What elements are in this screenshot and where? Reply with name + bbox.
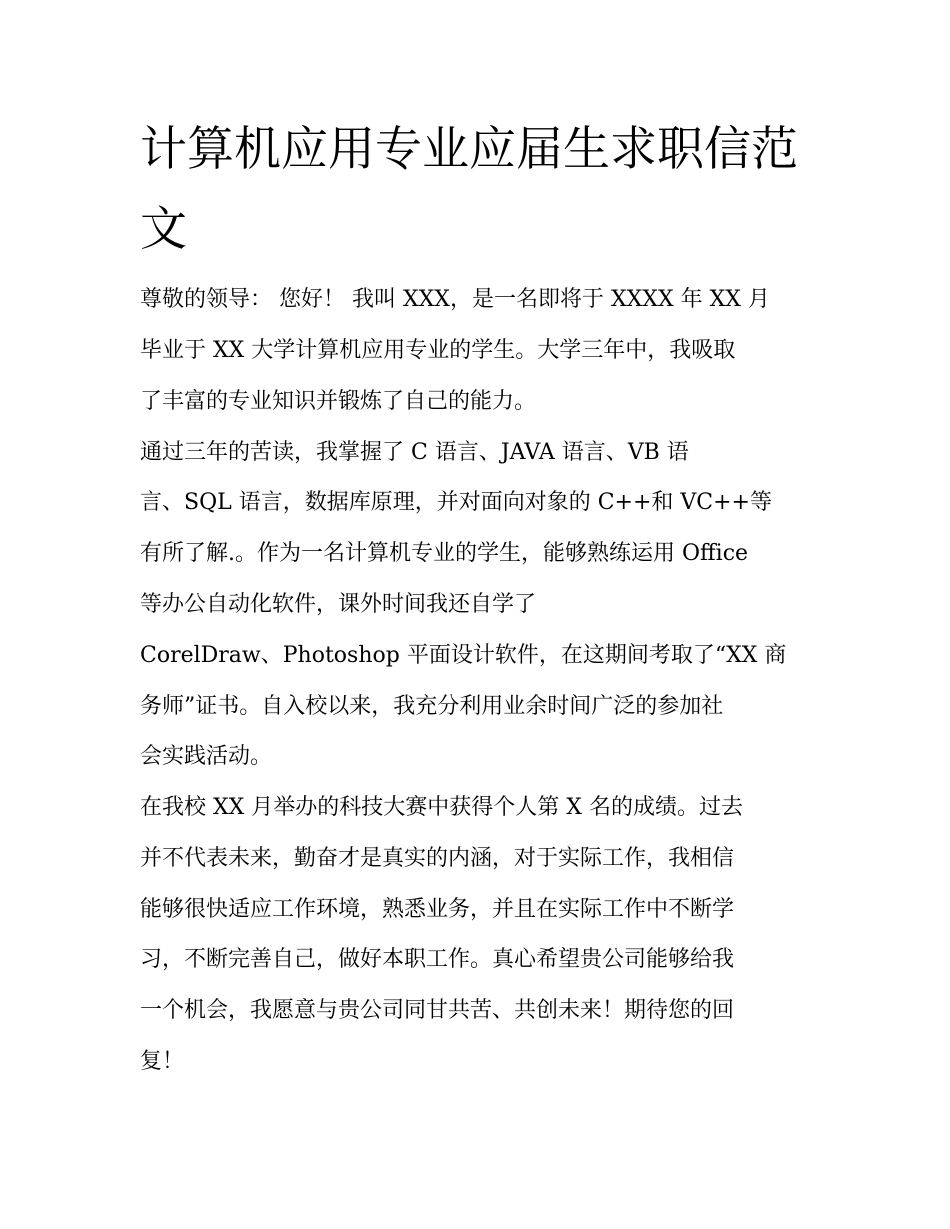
body-line: 通过三年的苦读，我掌握了 C 语言、JAVA 语言、VB 语 bbox=[140, 440, 689, 465]
body-line: 了丰富的专业知识并锻炼了自己的能力。 bbox=[140, 389, 537, 414]
body-line: 并不代表未来，勤奋才是真实的内涵，对于实际工作，我相信 bbox=[140, 846, 735, 871]
document-title: 计算机应用专业应届生求职信范文 bbox=[140, 122, 798, 257]
body-line: 在我校 XX 月举办的科技大赛中获得个人第 X 名的成绩。过去 bbox=[140, 795, 743, 820]
body-line: 会实践活动。 bbox=[140, 744, 273, 769]
body-line: 毕业于 XX 大学计算机应用专业的学生。大学三年中，我吸取 bbox=[140, 338, 736, 363]
body-line: 能够很快适应工作环境，熟悉业务，并且在实际工作中不断学 bbox=[140, 897, 735, 922]
body-line: 一个机会，我愿意与贵公司同甘共苦、共创未来！期待您的回 bbox=[140, 998, 735, 1023]
body-line: 言、SQL 语言，数据库原理，并对面向对象的 C++和 VC++等 bbox=[140, 490, 772, 515]
body-line: 有所了解.。作为一名计算机专业的学生，能够熟练运用 Office bbox=[140, 541, 749, 566]
body-line: 习，不断完善自己，做好本职工作。真心希望贵公司能够给我 bbox=[140, 947, 735, 972]
body-line: 等办公自动化软件，课外时间我还自学了 bbox=[140, 592, 537, 617]
body-line: CorelDraw、Photoshop 平面设计软件，在这期间考取了“XX 商 bbox=[140, 643, 787, 668]
body-line: 尊敬的领导： 您好！ 我叫 XXX，是一名即将于 XXXX 年 XX 月 bbox=[140, 287, 770, 312]
body-line: 复！ bbox=[140, 1049, 185, 1074]
body-line: 务师”证书。自入校以来，我充分利用业余时间广泛的参加社 bbox=[140, 694, 724, 719]
